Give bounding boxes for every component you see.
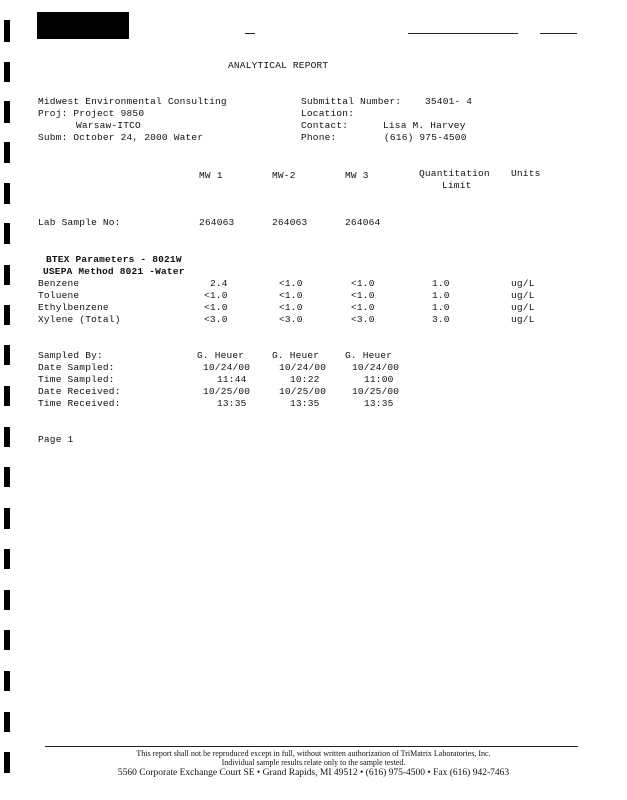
analyte-mw2: <1.0 — [279, 278, 303, 289]
site-name: Warsaw-ITCO — [76, 120, 141, 131]
contact-value: Lisa M. Harvey — [383, 120, 466, 131]
column-header-mw3: MW 3 — [345, 170, 369, 181]
sampling-label: Date Received: — [38, 386, 121, 397]
margin-mark — [4, 467, 10, 487]
client-company: Midwest Environmental Consulting — [38, 96, 227, 107]
margin-mark — [4, 101, 10, 123]
analyte-mw3: <1.0 — [351, 278, 375, 289]
analyte-mw3: <1.0 — [351, 302, 375, 313]
sampling-mw1: 10/24/00 — [203, 362, 251, 373]
submittal-number-value: 35401- 4 — [425, 96, 473, 107]
sampling-mw2: 10/25/00 — [279, 386, 327, 397]
margin-mark — [4, 142, 10, 163]
section-title: BTEX Parameters - 8021W — [46, 254, 182, 265]
analyte-mw2: <1.0 — [279, 290, 303, 301]
analyte-limit: 1.0 — [432, 278, 450, 289]
sampling-mw2: 10/24/00 — [279, 362, 327, 373]
analyte-limit: 3.0 — [432, 314, 450, 325]
sampling-mw2: 13:35 — [290, 398, 320, 409]
lab-sample-mw3: 264064 — [345, 217, 381, 228]
sampling-mw3: 13:35 — [364, 398, 394, 409]
analyte-mw1: <1.0 — [204, 290, 228, 301]
submittal-number-label: Submittal Number: — [301, 96, 402, 107]
analyte-mw2: <1.0 — [279, 302, 303, 313]
sampling-mw3: 10/25/00 — [352, 386, 400, 397]
margin-mark — [4, 386, 10, 406]
header-rule-short — [245, 33, 255, 34]
sampling-label: Time Sampled: — [38, 374, 115, 385]
footer-address: 5560 Corporate Exchange Court SE • Grand Rapids, MI 49512 • (616) 975-4500 • Fax (616) 942-7463 — [117, 768, 510, 778]
sampling-mw1: 10/25/00 — [203, 386, 251, 397]
section-method: USEPA Method 8021 -Water — [43, 266, 185, 277]
sampling-mw1: 13:35 — [217, 398, 247, 409]
margin-mark — [4, 671, 10, 691]
margin-mark — [4, 183, 10, 204]
phone-value: (616) 975-4500 — [384, 132, 467, 143]
margin-mark — [4, 305, 10, 325]
report-title: ANALYTICAL REPORT — [228, 60, 329, 71]
analyte-units: ug/L — [511, 290, 535, 301]
analyte-name: Ethylbenzene — [38, 302, 109, 313]
analyte-name: Xylene (Total) — [38, 314, 121, 325]
analyte-mw1: 2.4 — [210, 278, 228, 289]
margin-mark — [4, 508, 10, 529]
analyte-mw3: <3.0 — [351, 314, 375, 325]
project-name: Proj: Project 9850 — [38, 108, 145, 119]
lab-sample-label: Lab Sample No: — [38, 217, 121, 228]
submittal-date: Subm: October 24, 2000 Water — [38, 132, 204, 143]
redacted-logo-block — [37, 12, 129, 39]
footer-notice-line2: Individual sample results relate only to the sample tested. — [221, 758, 406, 767]
analyte-name: Toluene — [38, 290, 80, 301]
sampling-mw1: G. Heuer — [197, 350, 245, 361]
sampling-mw3: 10/24/00 — [352, 362, 400, 373]
column-header-mw2: MW-2 — [272, 170, 296, 181]
header-rule-right — [540, 33, 577, 34]
margin-mark — [4, 590, 10, 610]
footer-rule — [45, 746, 578, 747]
margin-mark — [4, 223, 10, 244]
column-header-quantitation: Quantitation — [419, 168, 490, 179]
sampling-mw3: G. Heuer — [345, 350, 393, 361]
contact-label: Contact: — [301, 120, 349, 131]
analyte-mw1: <1.0 — [204, 302, 228, 313]
column-header-units: Units — [511, 168, 541, 179]
margin-mark — [4, 630, 10, 650]
sampling-label: Sampled By: — [38, 350, 103, 361]
margin-mark — [4, 549, 10, 569]
sampling-label: Time Received: — [38, 398, 121, 409]
phone-label: Phone: — [301, 132, 337, 143]
sampling-mw3: 11:00 — [364, 374, 394, 385]
sampling-label: Date Sampled: — [38, 362, 115, 373]
analyte-mw3: <1.0 — [351, 290, 375, 301]
header-rule-mid — [408, 33, 518, 34]
sampling-mw1: 11:44 — [217, 374, 247, 385]
analyte-name: Benzene — [38, 278, 80, 289]
margin-mark — [4, 427, 10, 447]
page-number: Page 1 — [38, 434, 74, 445]
margin-mark — [4, 265, 10, 285]
lab-sample-mw2: 264063 — [272, 217, 308, 228]
lab-sample-mw1: 264063 — [199, 217, 235, 228]
margin-mark — [4, 20, 10, 42]
margin-mark — [4, 712, 10, 732]
sampling-mw2: G. Heuer — [272, 350, 320, 361]
location-label: Location: — [301, 108, 355, 119]
analyte-limit: 1.0 — [432, 290, 450, 301]
analyte-units: ug/L — [511, 302, 535, 313]
analyte-limit: 1.0 — [432, 302, 450, 313]
margin-mark — [4, 62, 10, 82]
analyte-mw1: <3.0 — [204, 314, 228, 325]
margin-mark — [4, 345, 10, 365]
column-header-mw1: MW 1 — [199, 170, 223, 181]
analyte-units: ug/L — [511, 314, 535, 325]
analyte-units: ug/L — [511, 278, 535, 289]
sampling-mw2: 10:22 — [290, 374, 320, 385]
column-header-limit: Limit — [442, 180, 472, 191]
analyte-mw2: <3.0 — [279, 314, 303, 325]
footer-notice-line1: This report shall not be reproduced except in full, without written authorization of TriMatrix Laboratories, Inc. — [136, 749, 491, 758]
